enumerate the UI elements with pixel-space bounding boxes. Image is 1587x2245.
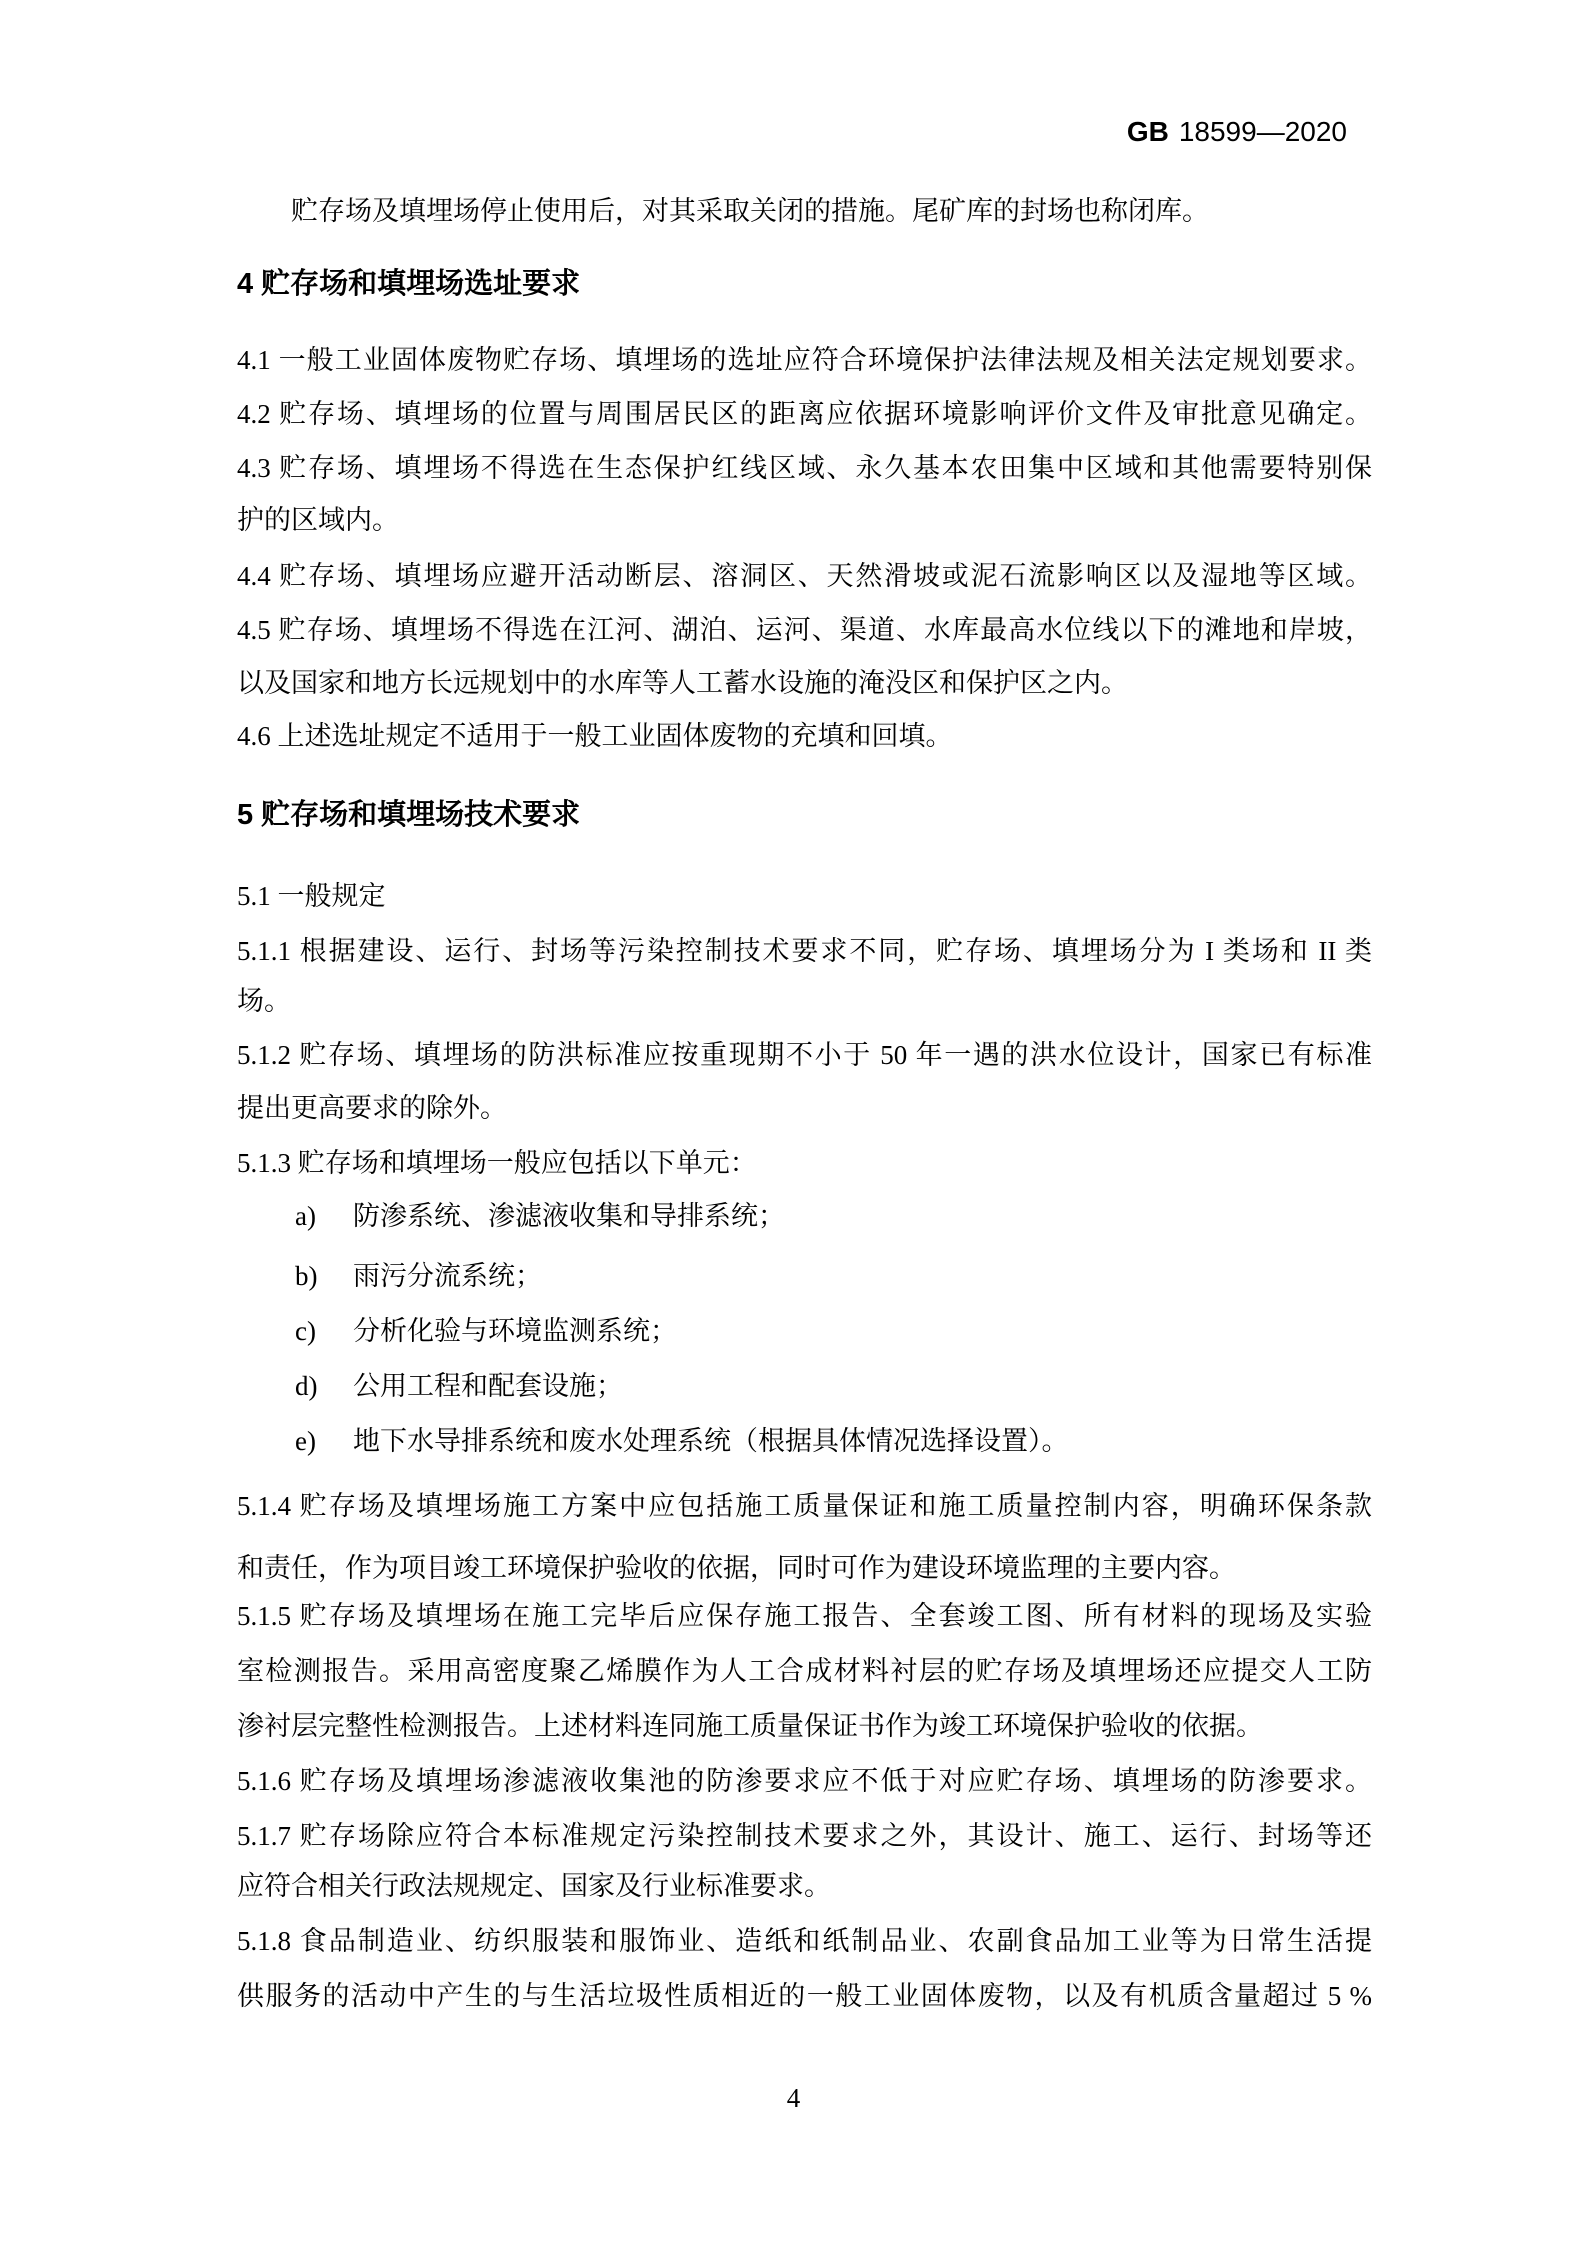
clause-4-2: 4.2 贮存场、填埋场的位置与周围居民区的距离应依据环境影响评价文件及审批意见确定。 (237, 399, 1372, 429)
clause-4-1: 4.1 一般工业固体废物贮存场、填埋场的选址应符合环境保护法律法规及相关法定规划要求。 (237, 345, 1372, 375)
intro-paragraph: 贮存场及填埋场停止使用后，对其采取关闭的措施。尾矿库的封场也称闭库。 (291, 196, 1209, 226)
list-item-c-text: 分析化验与环境监测系统； (353, 1316, 677, 1346)
list-item-d (237, 1369, 1372, 1403)
clause-5-1-2-line-2: 提出更高要求的除外。 (237, 1093, 507, 1123)
list-item-e (237, 1424, 1372, 1458)
clause-4-4: 4.4 贮存场、填埋场应避开活动断层、溶洞区、天然滑坡或泥石流影响区以及湿地等区域。 (237, 561, 1372, 591)
clause-5-1-5-line-1: 5.1.5 贮存场及填埋场在施工完毕后应保存施工报告、全套竣工图、所有材料的现场及实验 (237, 1601, 1372, 1631)
clause-4-3-line-1: 4.3 贮存场、填埋场不得选在生态保护红线区域、永久基本农田集中区域和其他需要特别保 (237, 453, 1372, 483)
list-item-a-marker: a) (295, 1201, 316, 1231)
clause-5-1-4-line-2: 和责任，作为项目竣工环境保护验收的依据，同时可作为建设环境监理的主要内容。 (237, 1553, 1236, 1583)
list-item-e-text: 地下水导排系统和废水处理系统（根据具体情况选择设置）。 (353, 1426, 1069, 1456)
clause-4-6: 4.6 上述选址规定不适用于一般工业固体废物的充填和回填。 (237, 721, 953, 751)
clause-4-5-line-2: 以及国家和地方长远规划中的水库等人工蓄水设施的淹没区和保护区之内。 (237, 668, 1128, 698)
list-item-b (237, 1259, 1372, 1293)
standard-code-number: 18599—2020 (1178, 116, 1347, 147)
list-item-c (237, 1314, 1372, 1348)
list-item-a-text: 防渗系统、渗滤液收集和导排系统； (353, 1201, 785, 1231)
clause-4-3-line-2: 护的区域内。 (237, 505, 399, 535)
clause-5-1-1-line-2: 场。 (237, 986, 291, 1016)
list-item-a (237, 1199, 1372, 1233)
list-item-b-marker: b) (295, 1261, 318, 1291)
section5-heading: 5 贮存场和填埋场技术要求 (237, 799, 581, 831)
standard-code (1127, 116, 1347, 148)
clause-5-1-heading: 5.1 一般规定 (237, 881, 386, 911)
list-item-e-marker: e) (295, 1426, 316, 1456)
clause-5-1-4-line-1: 5.1.4 贮存场及填埋场施工方案中应包括施工质量保证和施工质量控制内容，明确环保条款 (237, 1491, 1372, 1521)
list-item-b-text: 雨污分流系统； (353, 1261, 542, 1291)
list-item-d-text: 公用工程和配套设施； (353, 1371, 623, 1401)
clause-4-5-line-1: 4.5 贮存场、填埋场不得选在江河、湖泊、运河、渠道、水库最高水位线以下的滩地和岸坡， (237, 615, 1372, 645)
list-item-d-marker: d) (295, 1371, 318, 1401)
clause-5-1-7-line-1: 5.1.7 贮存场除应符合本标准规定污染控制技术要求之外，其设计、施工、运行、封场等还 (237, 1821, 1372, 1851)
clause-5-1-5-line-2: 室检测报告。采用高密度聚乙烯膜作为人工合成材料衬层的贮存场及填埋场还应提交人工防 (237, 1656, 1372, 1686)
clause-5-1-2-line-1: 5.1.2 贮存场、填埋场的防洪标准应按重现期不小于 50 年一遇的洪水位设计，国家已有标准 (237, 1040, 1372, 1070)
list-item-c-marker: c) (295, 1316, 316, 1346)
clause-5-1-1-line-1: 5.1.1 根据建设、运行、封场等污染控制技术要求不同，贮存场、填埋场分为 I 类场和 II 类 (237, 936, 1372, 966)
clause-5-1-6: 5.1.6 贮存场及填埋场渗滤液收集池的防渗要求应不低于对应贮存场、填埋场的防渗要求。 (237, 1766, 1372, 1796)
page-number: 4 (786, 2083, 801, 2113)
clause-5-1-8-line-1: 5.1.8 食品制造业、纺织服装和服饰业、造纸和纸制品业、农副食品加工业等为日常生活提 (237, 1926, 1372, 1956)
clause-5-1-7-line-2: 应符合相关行政法规规定、国家及行业标准要求。 (237, 1871, 831, 1901)
standard-code-prefix: GB (1126, 116, 1169, 147)
section4-heading: 4 贮存场和填埋场选址要求 (237, 268, 581, 300)
clause-5-1-8-line-2: 供服务的活动中产生的与生活垃圾性质相近的一般工业固体废物，以及有机质含量超过 5 % (237, 1981, 1372, 2011)
clause-5-1-3: 5.1.3 贮存场和填埋场一般应包括以下单元： (237, 1148, 757, 1178)
clause-5-1-5-line-3: 渗衬层完整性检测报告。上述材料连同施工质量保证书作为竣工环境保护验收的依据。 (237, 1711, 1263, 1741)
